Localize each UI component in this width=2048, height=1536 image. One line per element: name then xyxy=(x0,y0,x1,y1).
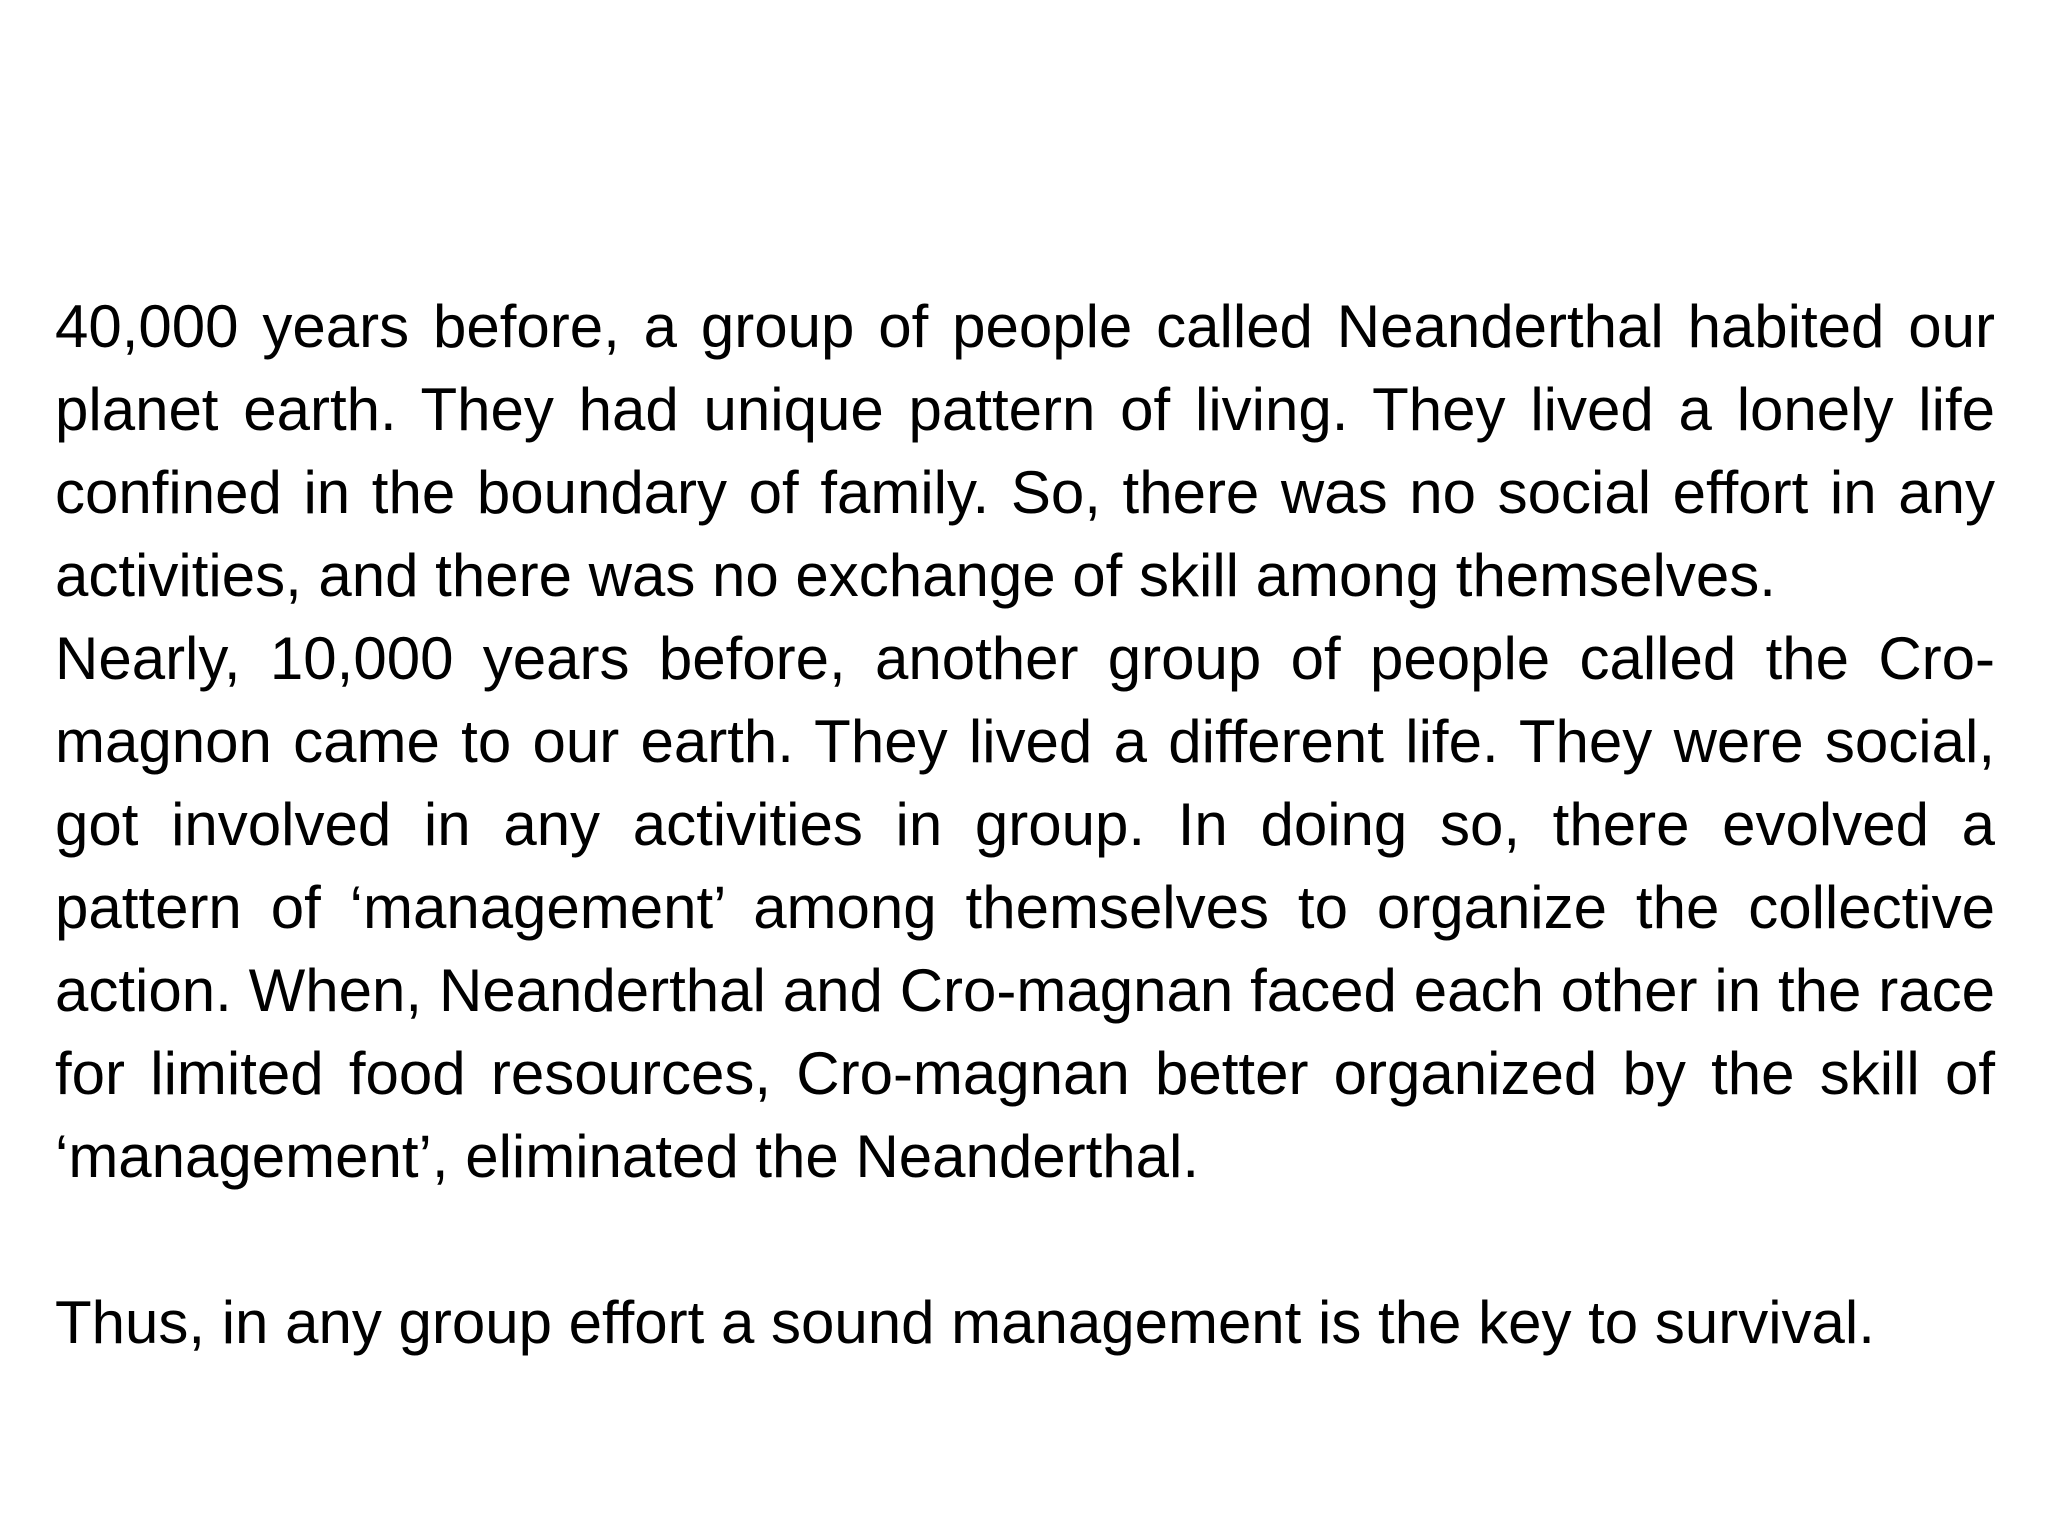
paragraph-conclusion: Thus, in any group effort a sound management is the key to survival. xyxy=(55,1289,1875,1356)
paragraph-spacer xyxy=(55,1198,1995,1281)
paragraph-neanderthal: 40,000 years before, a group of people called Neanderthal habited our planet earth. They had unique pattern of living. They lived a lonely life confined in the boundary of family. So, there was no social effort in any activities, and there was no exchange of skill among themselves. xyxy=(55,293,1995,609)
slide-body xyxy=(55,285,1995,1364)
paragraph-cro-magnon: Nearly, 10,000 years before, another group of people called the Cro-magnon came to our earth. They lived a different life. They were social, got involved in any activities in group. In doing so, there evolved a pattern of ‘management’ among themselves to organize the collective action. When, Neanderthal and Cro-magnan faced each other in the race for limited food resources, Cro-magnan better organized by the skill of ‘management’, eliminated the Neanderthal. xyxy=(55,625,1995,1190)
